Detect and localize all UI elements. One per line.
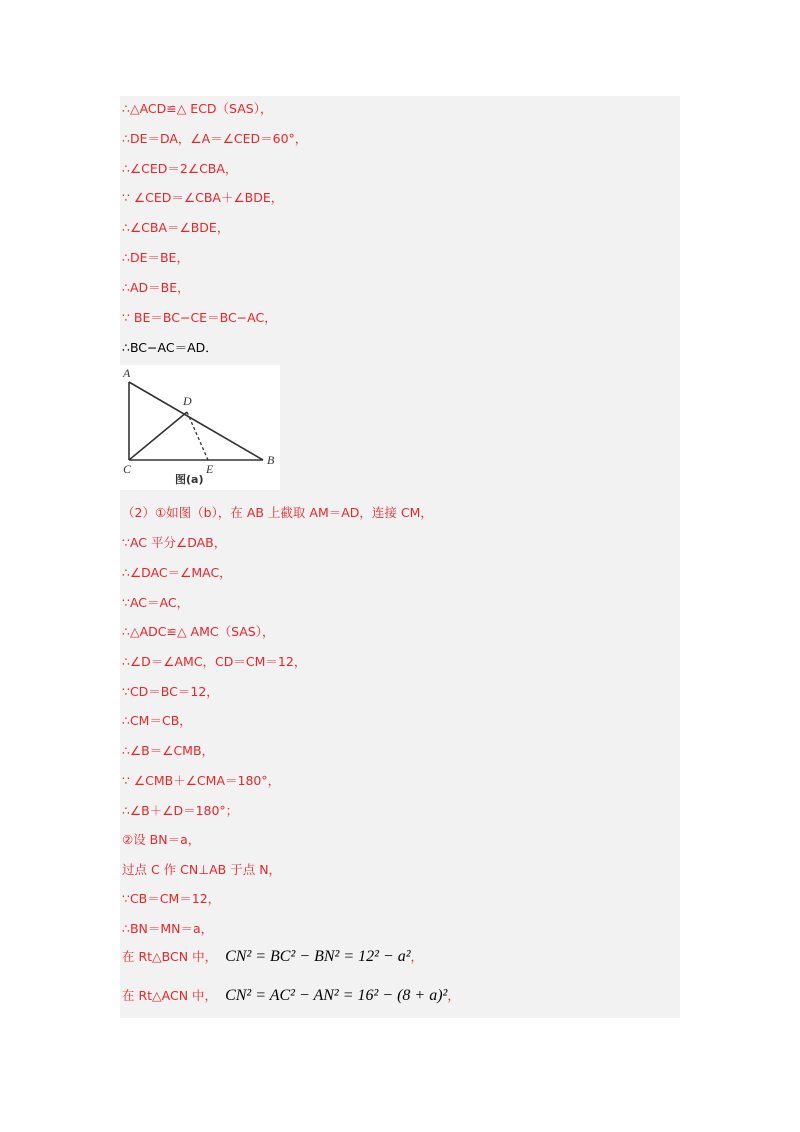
proof-line-1: ∴△ACD≌△ ECD（SAS）， bbox=[122, 101, 273, 116]
part2-line-3: ∴∠DAC＝∠MAC， bbox=[122, 565, 232, 580]
formula-line-2 bbox=[122, 988, 460, 1004]
label-d: D bbox=[183, 394, 192, 408]
part2-line-7: ∵CD＝BC＝12， bbox=[122, 684, 219, 699]
label-b: B bbox=[267, 453, 275, 467]
part2-line-15: ∴BN＝MN＝a， bbox=[122, 921, 214, 936]
part2-line-11: ∴∠B＋∠D＝180°； bbox=[122, 803, 239, 818]
label-c: C bbox=[123, 462, 132, 476]
part2-line-10: ∵ ∠CMB＋∠CMA＝180°， bbox=[122, 773, 281, 788]
part2-line-1: （2）①如图（b），在 AB 上截取 AM＝AD，连接 CM， bbox=[122, 505, 433, 520]
part2-line-8: ∴CM＝CB， bbox=[122, 713, 192, 728]
formula-1-prefix: 在 Rt△BCN 中， bbox=[122, 949, 218, 964]
formula-2-suffix: ， bbox=[447, 988, 460, 1003]
figure-a bbox=[120, 365, 280, 490]
part2-line-14: ∵CB＝CM＝12， bbox=[122, 891, 221, 906]
part2-line-12: ②设 BN＝a， bbox=[122, 832, 201, 847]
part2-line-2: ∵AC 平分∠DAB， bbox=[122, 535, 227, 550]
formula-1-equation: CN² = BC² − BN² = 12² − a² bbox=[225, 948, 411, 965]
proof-line-9: ∴BC−AC＝AD． bbox=[122, 340, 218, 355]
proof-line-3: ∴∠CED＝2∠CBA， bbox=[122, 161, 238, 176]
part2-line-9: ∴∠B＝∠CMB， bbox=[122, 743, 215, 758]
segment-cd bbox=[129, 412, 187, 460]
figure-caption: 图(a) bbox=[175, 473, 204, 486]
formula-2-equation: CN² = AC² − AN² = 16² − (8 + a)² bbox=[225, 987, 448, 1004]
formula-1-suffix: ， bbox=[410, 949, 424, 964]
proof-line-2: ∴DE＝DA，∠A＝∠CED＝60°， bbox=[122, 131, 308, 146]
formula-2-prefix: 在 Rt△ACN 中， bbox=[122, 988, 218, 1003]
segment-de-dashed bbox=[187, 412, 208, 460]
proof-line-8: ∵ BE＝BC−CE＝BC−AC， bbox=[122, 310, 277, 325]
label-a: A bbox=[123, 366, 131, 380]
proof-line-4: ∵ ∠CED＝∠CBA＋∠BDE， bbox=[122, 190, 284, 205]
proof-line-5: ∴∠CBA＝∠BDE， bbox=[122, 220, 230, 235]
proof-line-7: ∴AD＝BE， bbox=[122, 280, 190, 295]
formula-line-1 bbox=[122, 949, 423, 965]
label-e: E bbox=[206, 462, 214, 476]
part2-line-13: 过点 C 作 CN⊥AB 于点 N， bbox=[122, 862, 282, 877]
part2-line-6: ∴∠D＝∠AMC，CD＝CM＝12， bbox=[122, 654, 307, 669]
triangle-diagram bbox=[120, 365, 280, 490]
part2-line-4: ∵AC＝AC， bbox=[122, 595, 190, 610]
proof-line-6: ∴DE＝BE， bbox=[122, 250, 189, 265]
segment-ab bbox=[129, 382, 263, 460]
part2-line-5: ∴△ADC≌△ AMC（SAS）， bbox=[122, 624, 275, 639]
